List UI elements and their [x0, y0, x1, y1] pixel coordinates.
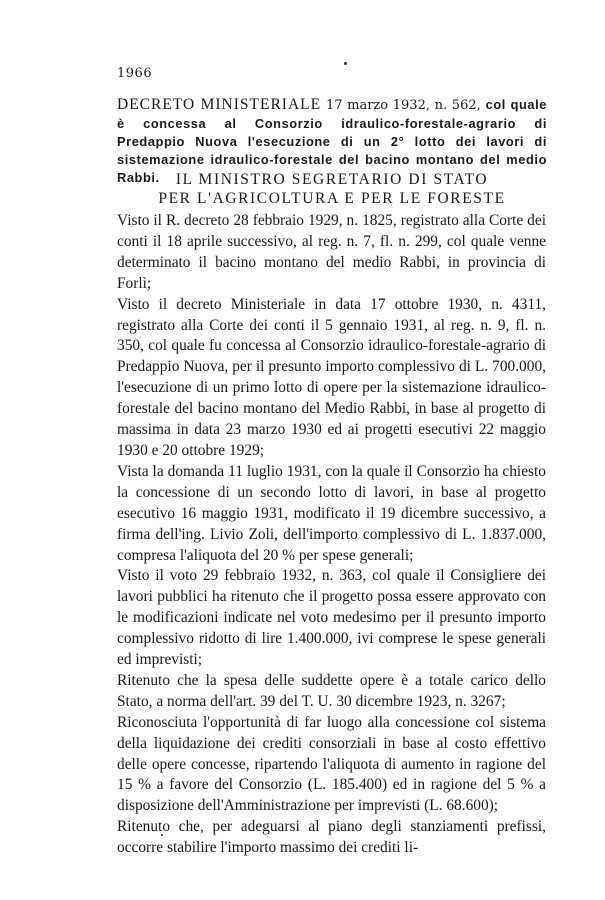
paragraph-riconosciuta-opportunita: Riconosciuta l'opportunità di far luogo alla concessione col sistema della liquidazione dei crediti consorziali in base al costo effettivo delle opere concesse, ripartendo l'aliquota di aumento in ragione del 15 % a favore del Consorzio (L. 185.400) ed in ragione del 5 % a disposizione dell'Amministrazione per imprevisti (L. 68.600); [117, 713, 546, 815]
paragraph-visto-regio-decreto: Visto il R. decreto 28 febbraio 1929, n. 1825, registrato alla Corte dei conti il 18 aprile successivo, al reg. n. 7, fl. n. 299, col quale venne determinato il bacino montano del medio Rabbi, in provincia di Forlì; [117, 212, 546, 292]
paragraph-visto-decreto-ministeriale: Visto il decreto Ministeriale in data 17 ottobre 1930, n. 4311, registrato alla Corte dei conti il 5 gennaio 1931, al reg. n. 9, fl. n. 350, col quale fu concessa al Consorzio idraulico-forestale-agrario di Predappio Nuova, per il presunto importo complessivo di L. 700.000, l'esecuzione di un primo lotto di opere per la sistemazione idraulico-forestale del bacino montano del Medio Rabbi, in base al progetto di massima in data 23 marzo 1930 ed ai progetti esecutivi 22 maggio 1930 e 20 ottobre 1929; [117, 295, 546, 459]
paragraph-vista-domanda: Vista la domanda 11 luglio 1931, con la quale il Consorzio ha chiesto la concessione di un secondo lotto di lavori, in base al progetto esecutivo 16 maggio 1931, modificato il 19 dicembre successivo, a firma dell'ing. Livio Zoli, dell'importo complessivo di L. 1.837.000, compresa l'aliquota del 20 % per spese generali; [117, 462, 546, 564]
page-number: 1966 [117, 66, 153, 81]
decree-lead: DECRETO MINISTERIALE [117, 96, 322, 113]
issuer-title-line-1: IL MINISTRO SEGRETARIO DI STATO [175, 171, 489, 188]
issuer-title [117, 170, 547, 208]
paragraph-visto-voto: Visto il voto 29 febbraio 1932, n. 363, col quale il Consigliere dei lavori pubblici ha ritenuto che il progetto possa essere approvato con le modificazioni indicate nel voto medesimo per il presunto importo complessivo ridotto di lire 1.400.000, ivi comprese le spese generali ed imprevisti; [117, 567, 546, 669]
decree-description: col quale è concessa al Consorzio idraulico-forestale-agrario di Predappio Nuova l'esecuzione di un 2° lotto dei lavori di sistemazione idraulico-forestale del bacino montano del medio Rabbi. [117, 97, 548, 185]
paragraph-ritenuto-stanziamenti: Ritenuto che, per adeguarsi al piano degli stanziamenti prefissi, occorre stabilire l'importo massimo dei crediti li- [117, 818, 546, 857]
issuer-title-line-2: PER L'AGRICOLTURA E PER LE FORESTE [158, 190, 506, 207]
paragraph-ritenuto-spesa: Ritenuto che la spesa delle suddette opere è a totale carico dello Stato, a norma dell'art. 39 del T. U. 30 dicembre 1923, n. 3267; [117, 671, 546, 710]
decree-body [117, 211, 546, 859]
ink-speck [344, 62, 347, 65]
decree-date: 17 marzo 1932, n. 562, [325, 98, 481, 113]
